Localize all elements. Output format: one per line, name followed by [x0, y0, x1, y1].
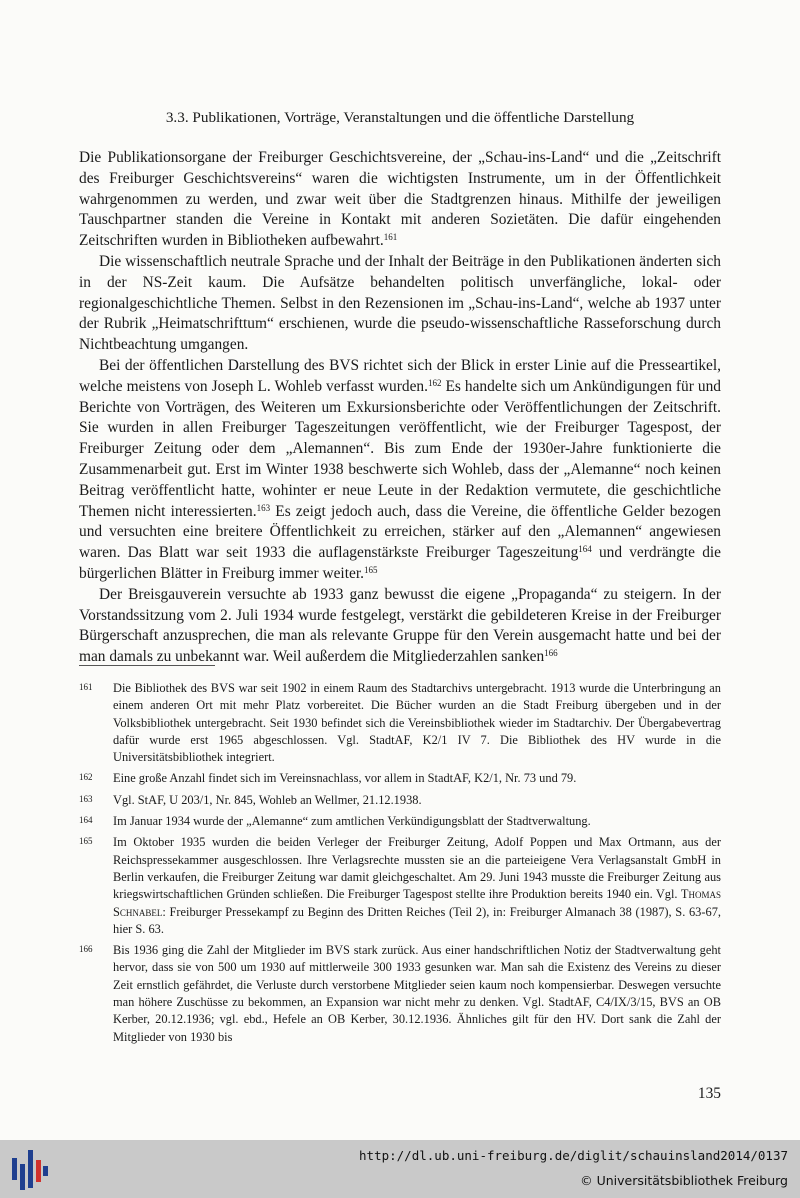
footnote-number: 164: [79, 815, 93, 826]
author-name: Thomas Schnabel: [113, 887, 721, 919]
copyright-notice: © Universitätsbibliothek Freiburg: [580, 1173, 788, 1188]
footnote-text: Eine große Anzahl findet sich im Vereinsnachlass, vor allem in StadtAF, K2/1, Nr. 73 und 79.: [113, 771, 577, 786]
footnote-number: 161: [79, 682, 93, 692]
page-number: 135: [697, 1085, 721, 1102]
footnote-text: Im Oktober 1935 wurden die beiden Verleger der Freiburger Zeitung, Adolf Poppen und Max Ortmann, aus der Reichspressekammer ausgeschlossen. Ihre Verlagsrechte mussten sie an die parteieigene Vera Verlagsanstalt GmbH in Berlin verkaufen, die Freiburger Zeitung war damit gleichgeschaltet. Am 29. Juni 1943 musste die Freiburger Zeitung aus kriegswirtschaftlichen Gründen schließen. Die Freiburger Tagespost stellte ihre Produktion bereits 1940 ein. Vgl. Thomas Schnabel: Freiburger Pressekampf zu Beginn des Dritten Reiches (Teil 2), in: Freiburger Almanach 38 (1987), S. 63-67, hier S. 63.: [113, 835, 721, 936]
body-text: [79, 148, 721, 668]
footnote-text: Bis 1936 ging die Zahl der Mitglieder im BVS stark zurück. Aus einer handschriftlichen Notiz der Stadtverwaltung geht hervor, dass sie von 500 um 1930 auf mittlerweile 300 1933 gesunken war. Man sah die Existenz des Vereins zu dieser Zeit ernstlich gefährdet, die Verluste durch verstorbene Mitglieder seien kaum noch kompensierbar. Deswegen versuchte man höhere Zuschüsse zu bekommen, an Expansion war nicht mehr zu denken. Vgl. StadtAF, C4/IX/3/15, BVS an OB Kerber, 20.12.1936; vgl. ebd., Hefele an OB Kerber, 30.12.1936. Ähnliches gilt für den HV. Dort sank die Zahl der Mitglieder von 1930 bis: [113, 943, 721, 1044]
footnote-number: 165: [79, 836, 93, 847]
ub-freiburg-logo-icon: [10, 1144, 50, 1194]
paragraph-2: Die wissenschaftlich neutrale Sprache und der Inhalt der Beiträge in den Publikationen änderten sich in der NS-Zeit kaum. Die Aufsätze behandelten politisch unverfängliche, lokal- oder regionalgeschichtliche Themen. Selbst in den Rezensionen im „Schau-ins-Land“, welche ab 1937 unter der Rubrik „Heimatschrifttum“ erschienen, wurde die pseudo-wissenschaftliche Rasseforschung durch Nichtbeachtung umgangen.: [79, 252, 721, 354]
footnote-text: Vgl. StAF, U 203/1, Nr. 845, Wohleb an Wellmer, 21.12.1938.: [113, 792, 422, 807]
footnote-ref: 161: [383, 232, 398, 243]
footnote-166: [79, 942, 721, 1046]
footnote-number: 166: [79, 944, 93, 955]
footnote-164: [79, 813, 721, 830]
footnote-165: [79, 834, 721, 938]
footnote-ref: 163: [256, 502, 271, 513]
footnote-text: Die Bibliothek des BVS war seit 1902 in einem Raum des Stadtarchivs untergebracht. 1913 wurde die Unterbringung an einem anderen Ort mit mehr Platz vorbereitet. Die Bücher wurden an die Stadt Freiburg übergeben und in der Volksbibliothek untergebracht. Seit 1930 befindet sich die Vereinsbibliothek wieder im Stadtarchiv. Der Übergabevertrag dafür wurde erst 1965 abgeschlossen. Vgl. StadtAF, K2/1 IV 7. Die Bibliothek des HV wurde in die Universitätsbibliothek integriert.: [113, 681, 721, 765]
footnote-162: [79, 770, 721, 787]
footnote-161: [79, 680, 721, 766]
footnote-163: [79, 792, 721, 809]
footnote-ref: 162: [427, 377, 442, 388]
footnote-separator: [79, 665, 215, 666]
footnote-number: 163: [79, 793, 93, 804]
footnote-number: 162: [79, 772, 93, 783]
viewer-footer-bar: [0, 1140, 800, 1198]
section-heading: 3.3. Publikationen, Vorträge, Veranstaltungen und die öffentliche Darstellung: [165, 109, 635, 126]
permalink-url[interactable]: http://dl.ub.uni-freiburg.de/diglit/schauinsland2014/0137: [359, 1148, 788, 1163]
paragraph-1: Die Publikationsorgane der Freiburger Geschichtsvereine, der „Schau-ins-Land“ und die „Zeitschrift des Freiburger Geschichtsvereins“ waren die wichtigsten Instrumente, um in der Öffentlichkeit wahrgenommen zu werden, und zwar weit über die Stadtgrenzen hinaus. Mithilfe der jeweiligen Tauschpartner standen die Vereine in Kontakt mit anderen Sozietäten. Die dafür eingehenden Zeitschriften wurden in Bibliotheken aufbewahrt.$^{161}$: [79, 149, 721, 250]
footnotes: [79, 680, 721, 1050]
footnote-ref: 164: [578, 544, 592, 555]
paragraph-4: Der Breisgauverein versuchte ab 1933 ganz bewusst die eigene „Propaganda“ zu steigern. In der Vorstandssitzung vom 2. Juli 1934 wurde festgelegt, verstärkt die gebildeteren Kreise in der Freiburger Bürgerschaft anzusprechen, die man als relevante Gruppe für den Verein ausgemacht hatte und bei der man damals zu unbekannt war. Weil außerdem die Mitgliederzahlen sanken$^{166}$: [79, 585, 721, 666]
footnote-text: Im Januar 1934 wurde der „Alemanne“ zum amtlichen Verkündigungsblatt der Stadtverwaltung.: [113, 814, 591, 829]
footnote-ref: 165: [363, 564, 378, 575]
footnote-ref: 166: [544, 648, 558, 659]
paragraph-3: Bei der öffentlichen Darstellung des BVS richtet sich der Blick in erster Linie auf die Presseartikel, welche meistens von Joseph L. Wohleb verfasst wurden.$^{162}$ Es handelte sich um Ankündigungen für und Berichte von Vorträgen, des Weiteren um Exkursionsberichte oder Veröffentlichungen der Zeitschrift. Sie wurden in allen Freiburger Tageszeitungen veröffentlicht, wie der Freiburger Tagespost, der Freiburger Zeitung oder dem „Alemannen“. Bis zum Ende der 1930er-Jahre funktionierte die Zusammenarbeit gut. Erst im Winter 1938 beschwerte sich Wohleb, dass der „Alemanne“ noch keinen Beitrag veröffentlicht hatte, wohinter er neue Leute in der Redaktion vermutete, die geschichtliche Themen nicht interessierten.$^{163}$ Es zeigt jedoch auch, dass die Vereine, die öffentliche Gelder bezogen und versuchten eine breitere Öffentlichkeit zu erreichen, stärker auf den „Alemannen“ angewiesen waren. Das Blatt war seit 1933 die auflagenstärkste Freiburger Tageszeitung$^{164}$ und verdrängte die bürgerlichen Blätter in Freiburg immer weiter.$^{165}$: [79, 356, 721, 582]
